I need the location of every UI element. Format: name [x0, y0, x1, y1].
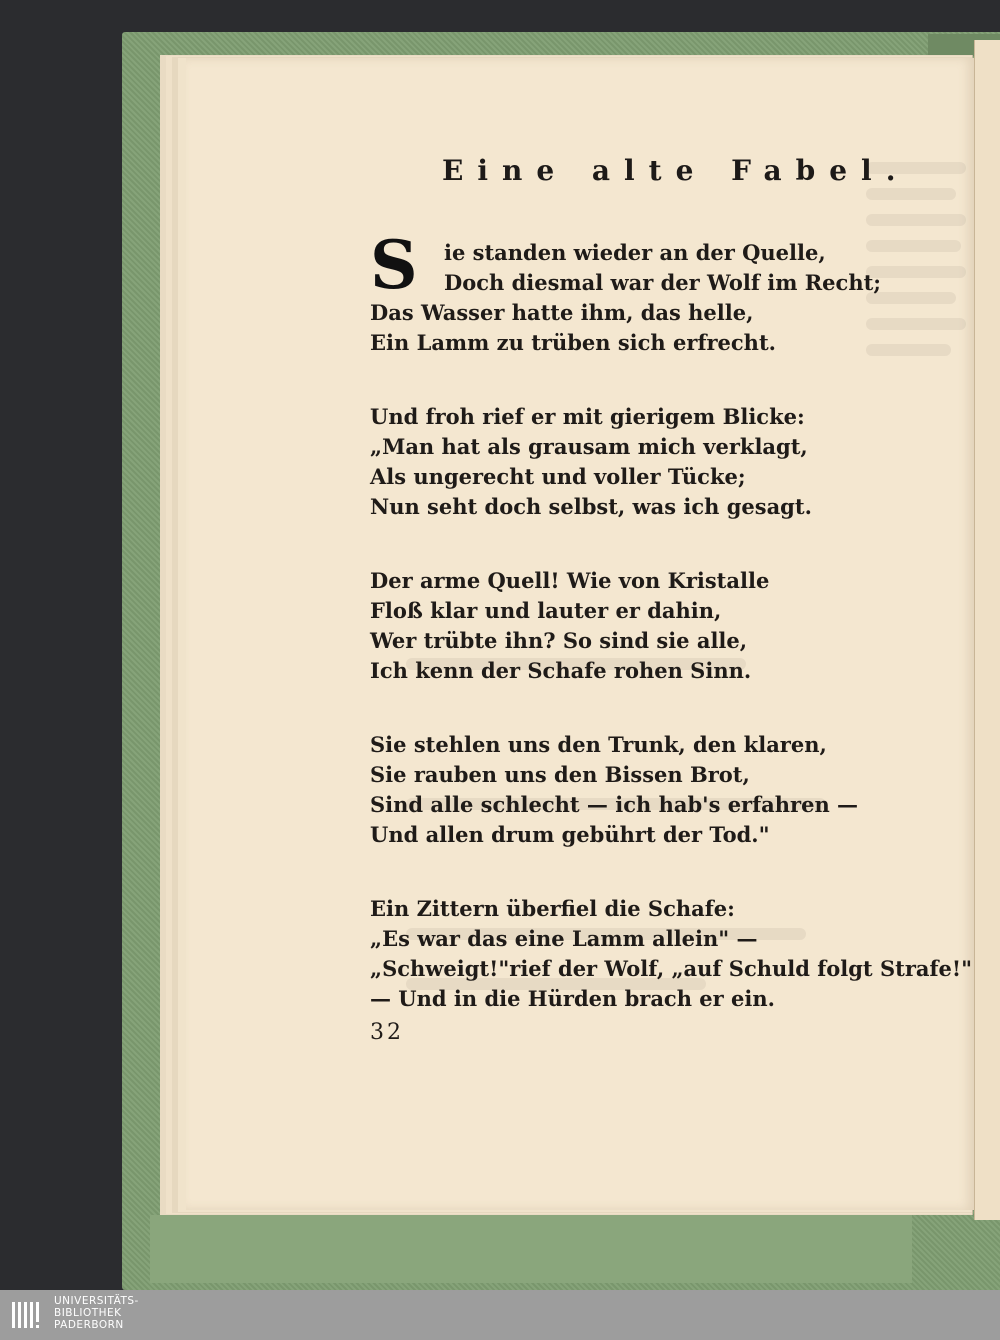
poem-line: Als ungerecht und voller Tücke; — [370, 464, 746, 489]
poem-line: Nun seht doch selbst, was ich gesagt. — [370, 494, 812, 519]
poem-line: Doch diesmal war der Wolf im Recht; — [444, 270, 882, 295]
library-name — [54, 1295, 139, 1331]
poem-line: Und allen drum gebührt der Tod." — [370, 822, 770, 847]
poem-line: Sind alle schlecht — ich hab's erfahren — — [370, 792, 859, 817]
poem-line: Und froh rief er mit gierigem Blicke: — [370, 404, 805, 429]
poem-line: Der arme Quell! Wie von Kristalle — [370, 568, 770, 593]
poem-title: Eine alte Fabel. — [442, 154, 910, 187]
poem-line: Ein Lamm zu trüben sich erfrecht. — [370, 330, 776, 355]
library-name-line: BIBLIOTHEK — [54, 1307, 122, 1319]
poem-line: — Und in die Hürden brach er ein. — [370, 986, 775, 1011]
page-number: 32 — [370, 1020, 404, 1045]
stanza — [370, 730, 950, 850]
stanza — [370, 894, 973, 1014]
poem-line: „Man hat als grausam mich verklagt, — [370, 434, 808, 459]
show-through-text — [866, 188, 956, 200]
stanza — [370, 402, 950, 522]
poem-body — [370, 226, 973, 1058]
book-page — [186, 58, 974, 1210]
library-name-line: PADERBORN — [54, 1319, 124, 1331]
poem-line: Wer trübte ihn? So sind sie alle, — [370, 628, 748, 653]
poem-line: Sie rauben uns den Bissen Brot, — [370, 762, 750, 787]
poem-line: „Schweigt!"rief der Wolf, „auf Schuld folgt Strafe!" — [370, 956, 973, 981]
stanza — [370, 566, 950, 686]
show-through-text — [866, 214, 966, 226]
library-name-line: UNIVERSITÄTS- — [54, 1295, 139, 1307]
poem-line: Ich kenn der Schafe rohen Sinn. — [370, 658, 752, 683]
poem-line: Ein Zittern überfiel die Schafe: — [370, 896, 735, 921]
university-library-logo-icon — [10, 1296, 46, 1334]
poem-line: Floß klar und lauter er dahin, — [370, 598, 722, 623]
facing-page-edge — [974, 40, 1000, 1220]
poem-line: Das Wasser hatte ihm, das helle, — [370, 300, 754, 325]
poem-line: „Es war das eine Lamm allein" — — [370, 926, 758, 951]
poem-line-text: ie standen wieder an der Quelle, — [444, 240, 826, 265]
drop-cap: S — [370, 226, 418, 304]
book-cover-lower-edge — [150, 1215, 912, 1283]
footer-bar — [0, 1290, 1000, 1340]
poem-line: Sie stehlen uns den Trunk, den klaren, — [370, 732, 827, 757]
stanza — [370, 226, 950, 358]
